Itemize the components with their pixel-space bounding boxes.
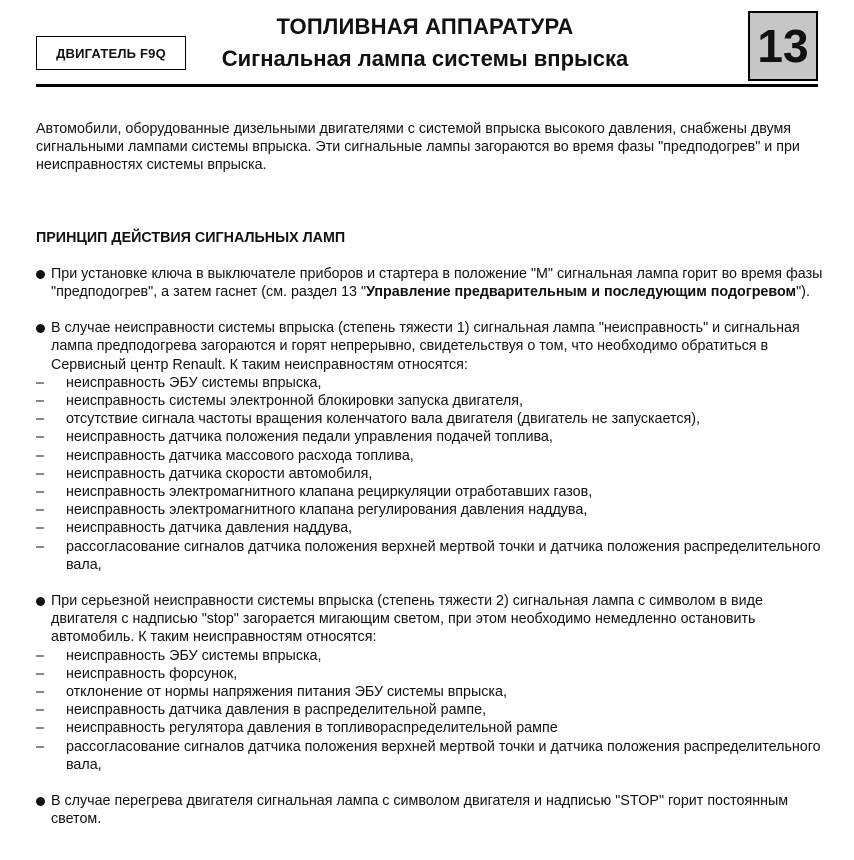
list-item: – неисправность форсунок,: [36, 665, 238, 682]
bullet-severity-1: [36, 319, 826, 574]
list-item: – неисправность датчика давления наддува,: [36, 520, 353, 537]
dash-marker: –: [36, 684, 44, 701]
fault-list-severity-1: [36, 374, 826, 574]
list-item: – рассогласование сигналов датчика положения верхней мертвой точки и датчика положения распределительного вала,: [36, 738, 821, 773]
bullet-text: В случае перегрева двигателя сигнальная лампа с символом двигателя и надписью "STOP" горит постоянным светом.: [51, 793, 789, 828]
list-item: – неисправность электромагнитного клапана регулирования давления наддува,: [36, 502, 588, 519]
dash-marker: –: [36, 702, 44, 719]
list-item: – неисправность датчика давления в распределительной рампе,: [36, 702, 487, 719]
bullet-dot-icon: [36, 597, 45, 606]
dash-marker: –: [36, 393, 44, 410]
document-body: [36, 120, 826, 847]
header-rule: [36, 84, 818, 87]
cross-reference-title: Управление предварительным и последующим подогревом: [366, 284, 797, 301]
list-item: – неисправность ЭБУ системы впрыска,: [36, 374, 322, 391]
intro-paragraph: Автомобили, оборудованные дизельными двигателями с системой впрыска высокого давления, снабжены двумя сигнальными лампами системы впрыска. Эти сигнальные лампы загораются во время фазы "предподогрев" и при неисправностях системы впрыска.: [36, 121, 800, 174]
bullet-paragraph: [36, 265, 826, 301]
page-subtitle: Сигнальная лампа системы впрыска: [221, 46, 629, 71]
bullet-dot-icon: [36, 324, 45, 333]
bullet-severity-2: [36, 592, 826, 774]
list-item: – неисправность ЭБУ системы впрыска,: [36, 647, 322, 664]
dash-marker: –: [36, 374, 44, 391]
engine-label-box: [36, 36, 186, 70]
list-item: – рассогласование сигналов датчика положения верхней мертвой точки и датчика положения распределительного вала,: [36, 538, 821, 573]
dash-marker: –: [36, 411, 44, 428]
list-item: – неисправность датчика скорости автомобиля,: [36, 465, 373, 482]
dash-marker: –: [36, 502, 44, 519]
bullet-text: При серьезной неисправности системы впрыска (степень тяжести 2) сигнальная лампа с символом в виде двигателя с надписью "stop" загорается мигающим светом, при этом необходимо немедленно остановить автомобиль. К таким неисправностям относятся:: [51, 593, 763, 646]
bullet-text-start: При установке ключа в выключателе приборов и стартера в положение "М" сигнальная лампа горит во время фазы "предподогрев", а затем гаснет (см. раздел 13 ": [51, 265, 823, 301]
list-item: – неисправность регулятора давления в топливораспределительной рампе: [36, 720, 558, 737]
dash-marker: –: [36, 447, 44, 464]
list-item: – неисправность датчика положения педали управления подачей топлива,: [36, 429, 553, 446]
list-item: – неисправность системы электронной блокировки запуска двигателя,: [36, 393, 523, 410]
dash-marker: –: [36, 720, 44, 737]
dash-marker: –: [36, 429, 44, 446]
list-item: – неисправность датчика массового расхода топлива,: [36, 447, 414, 464]
engine-label: ДВИГАТЕЛЬ F9Q: [56, 45, 166, 61]
chapter-number-box: [748, 11, 818, 81]
dash-marker: –: [36, 538, 44, 555]
dash-marker: –: [36, 647, 44, 664]
section-heading: ПРИНЦИП ДЕЙСТВИЯ СИГНАЛЬНЫХ ЛАМП: [36, 229, 346, 246]
bullet-text: В случае неисправности системы впрыска (степень тяжести 1) сигнальная лампа "неисправность" и сигнальная лампа предподогрева загораются и горят непрерывно, свидетельствуя о том, что необходимо обратиться в Сервисный центр Renault. К таким неисправностям относятся:: [51, 320, 800, 373]
dash-marker: –: [36, 665, 44, 682]
dash-marker: –: [36, 465, 44, 482]
bullet-dot-icon: [36, 797, 45, 806]
fault-list-severity-2: [36, 647, 826, 774]
page-title: ТОПЛИВНАЯ АППАРАТУРА: [276, 14, 574, 39]
list-item: – неисправность электромагнитного клапана рециркуляции отработавших газов,: [36, 484, 593, 501]
list-item: – отклонение от нормы напряжения питания ЭБУ системы впрыска,: [36, 684, 507, 701]
bullet-key-position: [36, 265, 826, 301]
dash-marker: –: [36, 484, 44, 501]
bullet-overheat: [36, 792, 826, 828]
dash-marker: –: [36, 520, 44, 537]
bullet-text-end: ").: [796, 284, 810, 301]
bullet-paragraph: [36, 592, 826, 647]
chapter-number: 13: [757, 20, 809, 72]
bullet-paragraph: [36, 319, 826, 374]
dash-marker: –: [36, 738, 44, 755]
bullet-dot-icon: [36, 270, 45, 279]
list-item: – отсутствие сигнала частоты вращения коленчатого вала двигателя (двигатель не запускается),: [36, 411, 700, 428]
bullet-paragraph: [36, 792, 826, 828]
